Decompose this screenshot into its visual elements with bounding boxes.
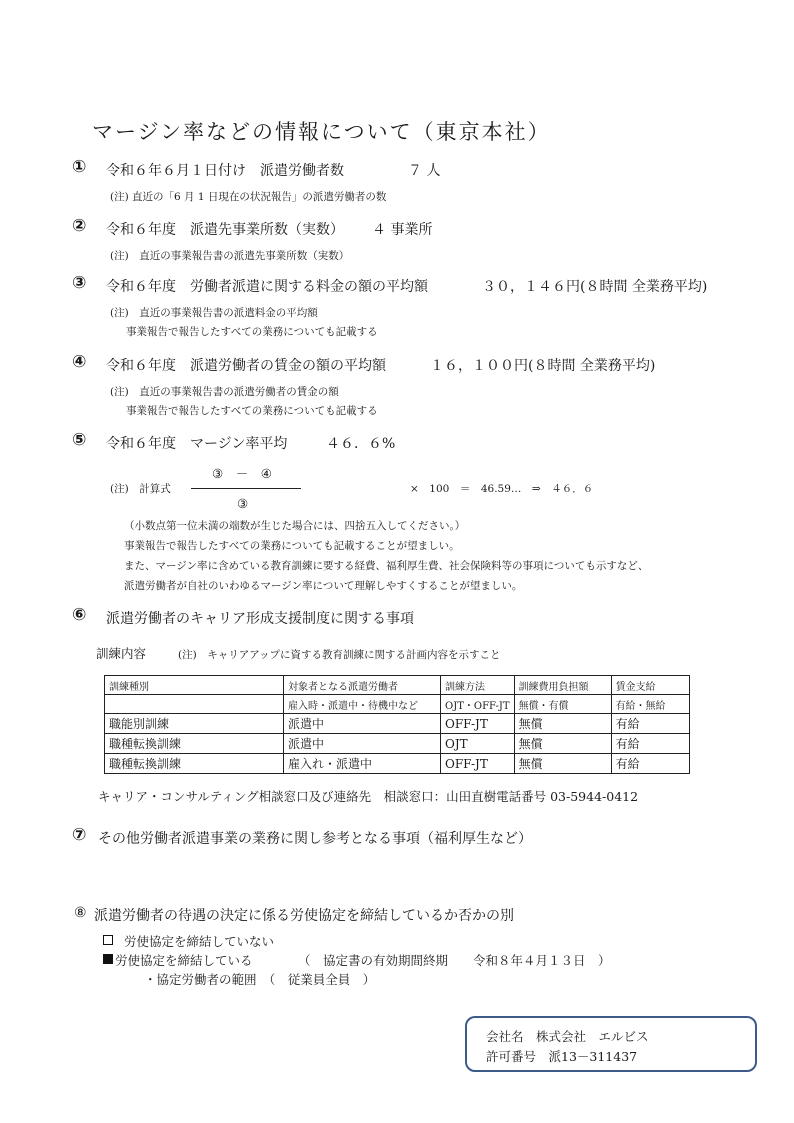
table-cell: 派遣中 xyxy=(284,714,441,734)
section-2-text: 令和６年度 派遣先事業所数（実数） xyxy=(106,222,344,238)
section-1-number: ① xyxy=(72,157,87,177)
table-header-cell: 賃金支給 xyxy=(611,676,689,695)
table-cell: 職種転換訓練 xyxy=(105,734,284,754)
section-3-note-1: (注) 直近の事業報告書の派遣料金の平均額 xyxy=(110,307,318,319)
table-row xyxy=(105,734,690,754)
agreement-not-concluded-checkbox[interactable] xyxy=(103,935,113,945)
table-header-cell: 対象者となる派遣労働者 xyxy=(284,676,441,695)
table-cell: 派遣中 xyxy=(284,734,441,754)
section-5-note-1: （小数点第一位未満の端数が生じた場合には、四捨五入してください。） xyxy=(124,520,466,532)
section-7-number: ⑦ xyxy=(72,825,87,845)
table-header-row xyxy=(105,695,690,714)
training-note: (注) キャリアアップに資する教育訓練に関する計画内容を示すこと xyxy=(178,649,501,661)
table-header-cell: OJT・OFF-JT xyxy=(441,695,515,714)
section-5-number: ⑤ xyxy=(72,430,87,450)
table-cell: OJT xyxy=(441,734,515,754)
section-3-text: 令和６年度 労働者派遣に関する料金の額の平均額 xyxy=(106,279,428,295)
table-cell: 無償 xyxy=(514,734,611,754)
table-cell: 職能別訓練 xyxy=(105,714,284,734)
section-6-text: 派遣労働者のキャリア形成支援制度に関する事項 xyxy=(106,611,414,627)
section-7-text: その他労働者派遣事業の業務に関し参考となる事項（福利厚生など） xyxy=(98,831,532,847)
table-cell: 雇入れ・派遣中 xyxy=(284,754,441,774)
formula-label: (注) 計算式 xyxy=(110,483,171,495)
section-3-number: ③ xyxy=(72,273,87,293)
section-1-text: 令和６年６月１日付け 派遣労働者数 xyxy=(106,163,344,179)
agreement-validity-period: （ 協定書の有効期間終期 令和８年４月１３日 ） xyxy=(298,953,611,968)
table-header-cell: 訓練方法 xyxy=(441,676,515,695)
license-number: 許可番号 派13－311437 xyxy=(486,1049,638,1064)
formula-result: × 100 ＝ 46.59… ⇒ ４６．６ xyxy=(410,483,594,495)
agreement-concluded-label: 労使協定を締結している xyxy=(115,953,253,968)
section-4-note-1: (注) 直近の事業報告書の派遣労働者の賃金の額 xyxy=(110,386,339,398)
section-5-note-2: 事業報告で報告したすべての業務についても記載することが望ましい。 xyxy=(124,540,460,552)
section-5-note-4: 派遣労働者が自社のいわゆるマージン率について理解しやすくすることが望ましい。 xyxy=(124,580,523,592)
table-row xyxy=(105,754,690,774)
section-5-note-3: また、マージン率に含めている教育訓練に要する経費、福利厚生費、社会保険料等の事項についても示すなど、 xyxy=(124,560,649,572)
section-3-value: ３０，１４６円(８時間 全業務平均) xyxy=(482,279,708,295)
section-2-value: ４ 事業所 xyxy=(372,222,433,238)
agreement-not-concluded-label: 労使協定を締結していない xyxy=(124,934,275,949)
agreement-worker-scope: ・協定労働者の範囲 （ 従業員全員 ） xyxy=(144,972,376,987)
section-4-number: ④ xyxy=(72,352,87,372)
table-cell: 有給 xyxy=(611,714,689,734)
section-8-number: ⑧ xyxy=(74,905,87,921)
table-header-cell xyxy=(105,695,284,714)
table-cell: OFF-JT xyxy=(441,754,515,774)
table-header-cell: 雇入時・派遣中・待機中など xyxy=(284,695,441,714)
table-header-cell: 訓練費用負担額 xyxy=(514,676,611,695)
formula-denominator: ③ xyxy=(237,496,249,511)
career-consultation-contact: キャリア・コンサルティング相談窓口及び連絡先 相談窓口：山田直樹電話番号 03-5944-0412 xyxy=(98,789,639,804)
section-1-note: (注) 直近の「6 月 1 日現在の状況報告」の派遣労働者の数 xyxy=(110,191,387,203)
table-cell: 無償 xyxy=(514,754,611,774)
table-cell: OFF-JT xyxy=(441,714,515,734)
table-header-row xyxy=(105,676,690,695)
section-5-text: 令和６年度 マージン率平均 xyxy=(106,436,288,452)
section-4-text: 令和６年度 派遣労働者の賃金の額の平均額 xyxy=(106,358,386,374)
formula-fraction-line xyxy=(191,488,301,489)
table-row xyxy=(105,714,690,734)
section-4-note-2: 事業報告で報告したすべての業務についても記載する xyxy=(126,405,378,417)
section-8-text: 派遣労働者の待遇の決定に係る労使協定を締結しているか否かの別 xyxy=(94,908,514,924)
section-1-value: ７ 人 xyxy=(408,163,441,179)
section-2-note: (注) 直近の事業報告書の派遣先事業所数（実数） xyxy=(110,250,350,262)
section-4-value: １６，１００円(８時間 全業務平均) xyxy=(430,358,656,374)
training-label: 訓練内容 xyxy=(96,646,147,661)
table-header-cell: 無償・有償 xyxy=(514,695,611,714)
training-table xyxy=(104,675,690,774)
section-3-note-2: 事業報告で報告したすべての業務についても記載する xyxy=(126,326,378,338)
table-header-cell: 訓練種別 xyxy=(105,676,284,695)
agreement-concluded-checkbox[interactable] xyxy=(103,954,113,964)
section-5-value: ４６．６% xyxy=(326,436,396,452)
table-cell: 職種転換訓練 xyxy=(105,754,284,774)
company-name: 会社名 株式会社 エルビス xyxy=(486,1029,649,1044)
table-header-cell: 有給・無給 xyxy=(611,695,689,714)
section-2-number: ② xyxy=(72,216,87,236)
section-6-number: ⑥ xyxy=(72,605,87,625)
table-cell: 有給 xyxy=(611,754,689,774)
table-cell: 有給 xyxy=(611,734,689,754)
page-title: マージン率などの情報について（東京本社） xyxy=(92,120,551,144)
formula-numerator: ③ － ④ xyxy=(212,466,272,481)
table-cell: 無償 xyxy=(514,714,611,734)
